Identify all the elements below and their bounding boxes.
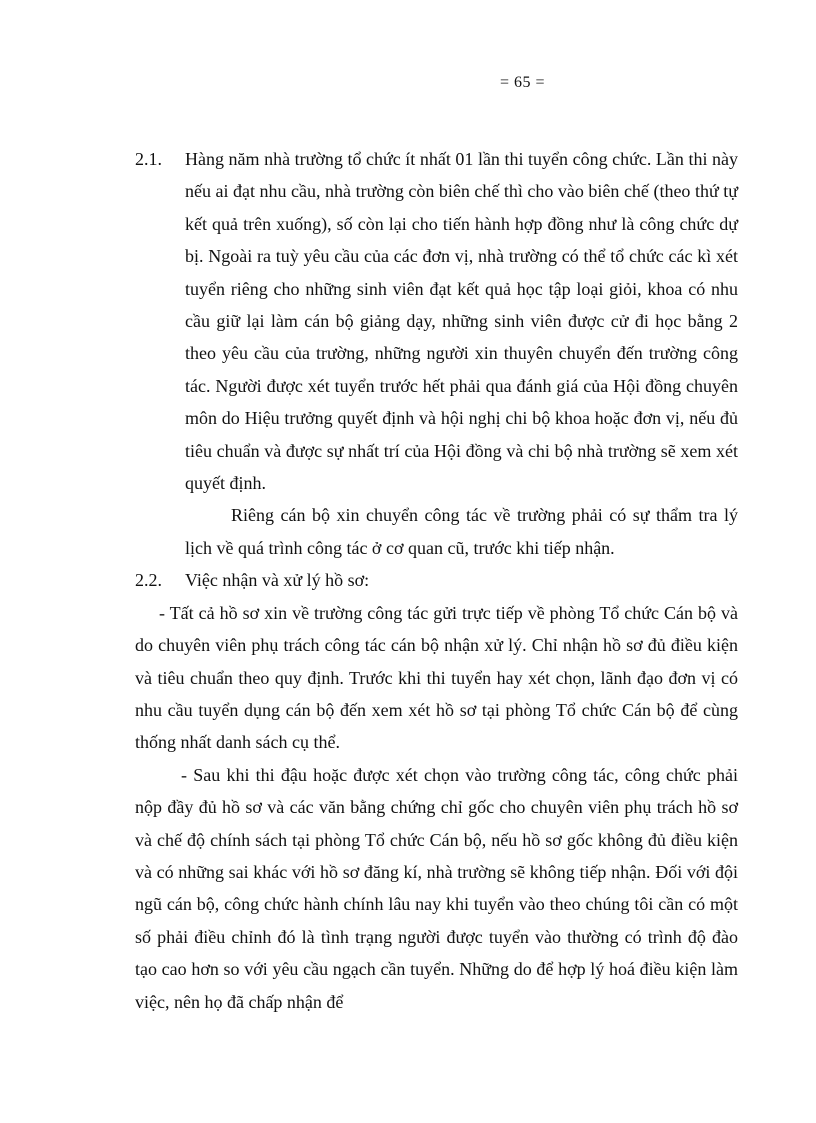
page-number: = 65 = [500, 74, 546, 91]
section-2-2 [135, 564, 738, 596]
section-number: 2.2. [135, 570, 162, 591]
section-body [185, 143, 738, 564]
section-2-1 [135, 143, 738, 564]
bullet-paragraph: - Sau khi thi đậu hoặc được xét chọn vào trường công tác, công chức phải nộp đầy đủ hồ sơ và các văn bằng chứng chỉ gốc cho chuyên viên phụ trách hồ sơ và chế độ chính sách tại phòng Tổ chức Cán bộ, nếu hồ sơ gốc không đủ điều kiện và có những sai khác với hồ sơ đăng kí, nhà trường sẽ không tiếp nhận. Đối với đội ngũ cán bộ, công chức hành chính lâu nay khi tuyển vào theo chúng tôi cần có một số phải điều chỉnh đó là tình trạng người được tuyển vào thường có trình độ đào tạo cao hơn so với yêu cầu ngạch cần tuyển. Những do để hợp lý hoá điều kiện làm việc, nên họ đã chấp nhận để [135, 764, 738, 1012]
section-number: 2.1. [135, 149, 162, 169]
section-title: Việc nhận và xử lý hồ sơ: [185, 570, 370, 591]
indented-paragraph: Riêng cán bộ xin chuyển công tác về trường phải có sự thẩm tra lý lịch về quá trình công tác ở cơ quan cũ, trước khi tiếp nhận. [185, 505, 738, 558]
paragraph: Hàng năm nhà trường tổ chức ít nhất 01 lần thi tuyển công chức. Lần thi này nếu ai đạt nhu cầu, nhà trường còn biên chế thì cho vào biên chế (theo thứ tự kết quả trên xuống), số còn lại cho tiến hành hợp đồng như là công chức dự bị. Ngoài ra tuỳ yêu cầu của các đơn vị, nhà trường có thể tổ chức các kì xét tuyển riêng cho những sinh viên đạt kết quả học tập loại giỏi, khoa có nhu cầu giữ lại làm cán bộ giảng dạy, những sinh viên được cử đi học bằng 2 theo yêu cầu của trường, những người xin thuyên chuyển đến trường công tác. Người được xét tuyển trước hết phải qua đánh giá của Hội đồng chuyên môn do Hiệu trưởng quyết định và hội nghị chi bộ khoa hoặc đơn vị, nếu đủ tiêu chuẩn và được sự nhất trí của Hội đồng và chi bộ nhà trường sẽ xem xét quyết định. [185, 149, 738, 494]
document-body [135, 143, 738, 1018]
bullet-paragraph: - Tất cả hồ sơ xin về trường công tác gửi trực tiếp về phòng Tổ chức Cán bộ và do chuyên viên phụ trách công tác cán bộ nhận xử lý. Chỉ nhận hồ sơ đủ điều kiện và tiêu chuẩn theo quy định. Trước khi thi tuyển hay xét chọn, lãnh đạo đơn vị có nhu cầu tuyển dụng cán bộ đến xem xét hồ sơ tại phòng Tổ chức Cán bộ để cùng thống nhất danh sách cụ thể. [135, 602, 738, 753]
